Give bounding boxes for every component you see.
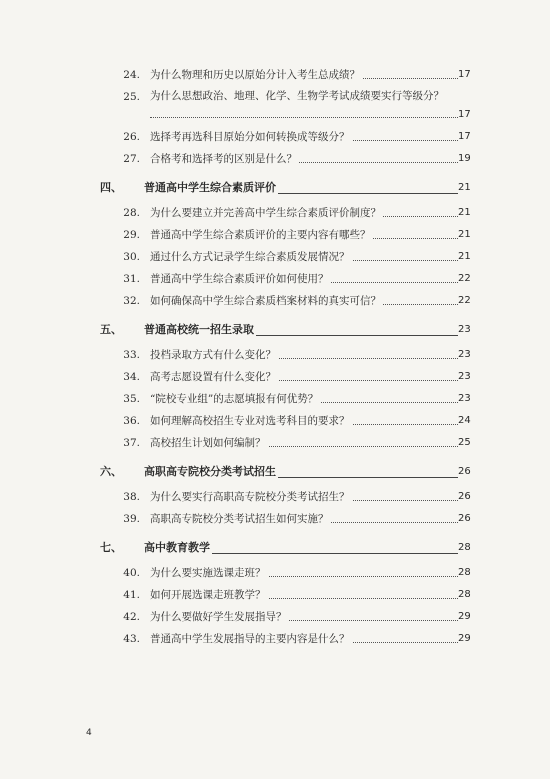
- toc-entry[interactable]: [0, 486, 550, 508]
- entry-page-number: 22: [458, 273, 471, 284]
- entry-title: [150, 388, 454, 410]
- entry-number: 24.: [123, 69, 140, 81]
- entry-title-text: 如何确保高中学生综合素质档案材料的真实可信？: [150, 295, 381, 307]
- entry-number: 43.: [123, 633, 140, 645]
- entry-title: [150, 246, 454, 268]
- dot-leader: [150, 117, 458, 118]
- entry-page-number: 21: [458, 229, 471, 240]
- page-number: 4: [86, 728, 92, 738]
- entry-title: [150, 126, 454, 148]
- section-page-number: 28: [458, 542, 471, 553]
- toc-entry[interactable]: [0, 148, 550, 170]
- entry-title: [150, 584, 454, 606]
- entry-title-text: 为什么要实施选课走班？: [150, 567, 266, 579]
- entry-page-number: 23: [458, 371, 471, 382]
- entry-title-text: 为什么要实行高职高专院校分类考试招生？: [150, 491, 350, 503]
- entry-number: 37.: [123, 437, 140, 449]
- entry-number: 27.: [123, 153, 140, 165]
- entry-title: [150, 202, 454, 224]
- section-title: 高职高专院校分类考试招生: [144, 458, 278, 486]
- entry-number: 33.: [123, 349, 140, 361]
- toc-entry[interactable]: [0, 290, 550, 312]
- toc-entry[interactable]: [0, 86, 550, 126]
- entry-number: 42.: [123, 611, 140, 623]
- entry-number: 25.: [123, 91, 140, 103]
- section-number: 六、: [100, 465, 122, 478]
- entry-title-text: 选择考再选科目原始分如何转换成等级分？: [150, 131, 350, 143]
- toc-entry[interactable]: [0, 202, 550, 224]
- entry-number: 39.: [123, 513, 140, 525]
- entry-title: [150, 344, 454, 366]
- entry-number: 32.: [123, 295, 140, 307]
- entry-page-number: 25: [458, 437, 471, 448]
- entry-title-text: 为什么要做好学生发展指导？: [150, 611, 287, 623]
- entry-page-number: 17: [458, 131, 471, 142]
- toc-entry[interactable]: [0, 268, 550, 290]
- toc-section-heading[interactable]: [0, 316, 550, 344]
- entry-title-text: 为什么物理和历史以原始分计入考生总成绩？: [150, 69, 360, 81]
- entry-page-number: 24: [458, 415, 471, 426]
- section-page-number: 23: [458, 324, 471, 335]
- toc-entry[interactable]: [0, 562, 550, 584]
- entry-title-text: 如何理解高校招生专业对选考科目的要求？: [150, 415, 350, 427]
- entry-number: 38.: [123, 491, 140, 503]
- entry-title: [150, 148, 454, 170]
- entry-number: 28.: [123, 207, 140, 219]
- entry-title-text: 通过什么方式记录学生综合素质发展情况？: [150, 251, 350, 263]
- toc-entry[interactable]: [0, 224, 550, 246]
- entry-title: [150, 86, 454, 106]
- entry-title-text: 普通高中学生发展指导的主要内容是什么？: [150, 633, 350, 645]
- entry-title: [150, 508, 454, 530]
- entry-title-text: 普通高中学生综合素质评价如何使用？: [150, 273, 329, 285]
- entry-title-text: 为什么要建立并完善高中学生综合素质评价制度？: [150, 207, 381, 219]
- entry-page-number: 17: [458, 69, 471, 80]
- entry-page-number: 28: [458, 589, 471, 600]
- toc-entry[interactable]: [0, 344, 550, 366]
- toc-entry[interactable]: [0, 584, 550, 606]
- entry-page-number: 28: [458, 567, 471, 578]
- entry-page-number: 21: [458, 251, 471, 262]
- entry-page-number: 23: [458, 393, 471, 404]
- toc-entry[interactable]: [0, 432, 550, 454]
- section-number: 七、: [100, 541, 122, 554]
- entry-page-number: 26: [458, 491, 471, 502]
- entry-title: [150, 64, 454, 86]
- toc-entry[interactable]: [0, 126, 550, 148]
- toc-entry[interactable]: [0, 606, 550, 628]
- entry-page-number: 23: [458, 349, 471, 360]
- entry-number: 36.: [123, 415, 140, 427]
- toc-entry[interactable]: [0, 366, 550, 388]
- entry-number: 40.: [123, 567, 140, 579]
- entry-title: [150, 432, 454, 454]
- toc-entry[interactable]: [0, 628, 550, 650]
- entry-title-text: 合格考和选择考的区别是什么？: [150, 153, 297, 165]
- entry-title: [150, 486, 454, 508]
- toc-entry[interactable]: [0, 388, 550, 410]
- entry-title: [150, 224, 454, 246]
- entry-title-text: 如何开展选课走班教学？: [150, 589, 266, 601]
- entry-title-text: 为什么思想政治、地理、化学、生物学考试成绩要实行等级分？: [150, 90, 444, 102]
- entry-page-number: 19: [458, 153, 471, 164]
- entry-number: 34.: [123, 371, 140, 383]
- section-page-number: 26: [458, 466, 471, 477]
- section-number: 四、: [100, 181, 122, 194]
- toc-entry[interactable]: [0, 64, 550, 86]
- entry-number: 26.: [123, 131, 140, 143]
- entry-title: [150, 290, 454, 312]
- entry-number: 31.: [123, 273, 140, 285]
- entry-page-number: 22: [458, 295, 471, 306]
- entry-page-number: 17: [458, 109, 471, 120]
- section-title: 高中教育教学: [144, 534, 212, 562]
- entry-title: [150, 268, 454, 290]
- entry-title: [150, 628, 454, 650]
- entry-title-text: 高考志愿设置有什么变化？: [150, 371, 276, 383]
- entry-page-number: 21: [458, 207, 471, 218]
- toc-section-heading[interactable]: [0, 534, 550, 562]
- section-title: 普通高校统一招生录取: [144, 316, 256, 344]
- section-title: 普通高中学生综合素质评价: [144, 174, 278, 202]
- toc-entry[interactable]: [0, 410, 550, 432]
- table-of-contents: [0, 64, 550, 650]
- section-number: 五、: [100, 323, 122, 336]
- entry-title-text: 高校招生计划如何编制？: [150, 437, 266, 449]
- entry-number: 35.: [123, 393, 140, 405]
- toc-section-heading[interactable]: [0, 174, 550, 202]
- entry-page-number: 29: [458, 633, 471, 644]
- entry-title-text: 高职高专院校分类考试招生如何实施？: [150, 513, 329, 525]
- entry-number: 29.: [123, 229, 140, 241]
- entry-page-number: 26: [458, 513, 471, 524]
- toc-entry[interactable]: [0, 246, 550, 268]
- entry-title: [150, 410, 454, 432]
- section-page-number: 21: [458, 182, 471, 193]
- entry-title: [150, 562, 454, 584]
- entry-title: [150, 606, 454, 628]
- toc-section-heading[interactable]: [0, 458, 550, 486]
- entry-title-text: 普通高中学生综合素质评价的主要内容有哪些？: [150, 229, 371, 241]
- toc-entry[interactable]: [0, 508, 550, 530]
- entry-page-number: 29: [458, 611, 471, 622]
- entry-number: 41.: [123, 589, 140, 601]
- entry-title-text: 投档录取方式有什么变化？: [150, 349, 276, 361]
- entry-title: [150, 366, 454, 388]
- entry-title-text: “院校专业组”的志愿填报有何优势？: [150, 393, 319, 405]
- entry-number: 30.: [123, 251, 140, 263]
